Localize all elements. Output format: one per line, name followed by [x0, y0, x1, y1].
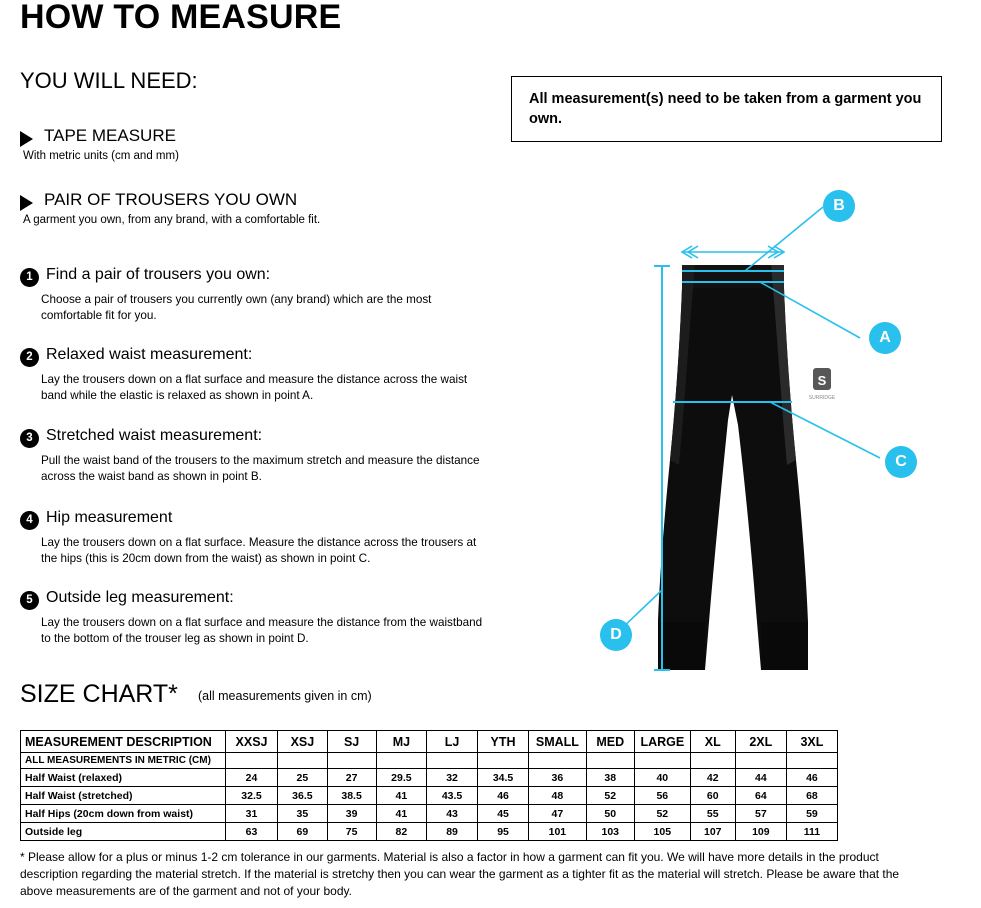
trouser-measurement-illustration [570, 170, 970, 680]
table-cell: 89 [427, 823, 478, 841]
table-cell: 35 [278, 805, 327, 823]
table-cell: 38.5 [327, 787, 376, 805]
callout-text: All measurement(s) need to be taken from a garment you own. [529, 91, 922, 127]
table-header-cell: MED [586, 731, 634, 753]
page-title: HOW TO MEASURE [20, 0, 342, 36]
spacer-cell [586, 753, 634, 769]
table-cell: 103 [586, 823, 634, 841]
trouser-diagram-svg [570, 170, 970, 680]
table-cell: 48 [529, 787, 586, 805]
table-header-cell: XXSJ [225, 731, 277, 753]
table-cell: 43 [427, 805, 478, 823]
step-number-badge: 2 [20, 348, 39, 367]
table-cell: 68 [786, 787, 837, 805]
spacer-cell [477, 753, 528, 769]
spacer-cell [225, 753, 277, 769]
metric-note-cell: ALL MEASUREMENTS IN METRIC (CM) [21, 753, 226, 769]
need-description: With metric units (cm and mm) [23, 150, 179, 162]
table-cell: 38 [586, 769, 634, 787]
brand-text: SURRIDGE [808, 395, 836, 401]
table-header-cell: MEASUREMENT DESCRIPTION [21, 731, 226, 753]
table-cell: 36 [529, 769, 586, 787]
spacer-cell [278, 753, 327, 769]
table-cell: 44 [735, 769, 786, 787]
row-label: Half Hips (20cm down from waist) [21, 805, 226, 823]
table-row-metric-note [21, 753, 838, 769]
table-cell: 24 [225, 769, 277, 787]
table-cell: 63 [225, 823, 277, 841]
table-cell: 42 [690, 769, 735, 787]
spacer-cell [634, 753, 690, 769]
table-cell: 101 [529, 823, 586, 841]
table-row [21, 787, 838, 805]
size-chart-table [20, 730, 838, 841]
table-cell: 36.5 [278, 787, 327, 805]
table-cell: 111 [786, 823, 837, 841]
table-body [21, 753, 838, 841]
size-chart-note: (all measurements given in cm) [198, 689, 372, 703]
table-cell: 41 [376, 805, 427, 823]
table-cell: 29.5 [376, 769, 427, 787]
table-cell: 32 [427, 769, 478, 787]
step-body: Lay the trousers down on a flat surface. Measure the distance across the trousers at the hips (this is 20cm down from the waist) as shown in point C. [41, 536, 477, 565]
step-number-badge: 4 [20, 511, 39, 530]
table-cell: 60 [690, 787, 735, 805]
table-cell: 69 [278, 823, 327, 841]
step-title: Hip measurement [46, 509, 173, 526]
table-header [21, 731, 838, 753]
need-description: A garment you own, from any brand, with a comfortable fit. [23, 214, 321, 226]
table-cell: 75 [327, 823, 376, 841]
table-cell: 109 [735, 823, 786, 841]
step-body: Pull the waist band of the trousers to the maximum stretch and measure the distance across the waist band as shown in point B. [41, 454, 480, 483]
you-will-need-heading: YOU WILL NEED: [20, 68, 198, 93]
step-number-badge: 3 [20, 429, 39, 448]
marker-bubble-b: B [823, 190, 855, 222]
table-cell: 46 [786, 769, 837, 787]
table-cell: 27 [327, 769, 376, 787]
table-cell: 25 [278, 769, 327, 787]
table-cell: 55 [690, 805, 735, 823]
table-cell: 82 [376, 823, 427, 841]
spacer-cell [735, 753, 786, 769]
row-label: Half Waist (relaxed) [21, 769, 226, 787]
table-header-cell: LARGE [634, 731, 690, 753]
step-title: Find a pair of trousers you own: [46, 266, 271, 283]
table-row [21, 823, 838, 841]
footnote-text: * Please allow for a plus or minus 1-2 cm tolerance in our garments. Material is also a factor in how a garment can fit you. We will have more details in the product description regarding the material stretch. If the material is stretchy then you can wear the garment as a tighter fit as the material will stretch. Please be aware that the above measurements are of the garment and not of your body. [20, 850, 900, 898]
size-chart-heading: SIZE CHART* [20, 680, 178, 708]
row-label: Outside leg [21, 823, 226, 841]
need-title: PAIR OF TROUSERS YOU OWN [44, 190, 298, 209]
table-cell: 105 [634, 823, 690, 841]
step-number-badge: 1 [20, 268, 39, 287]
table-row [21, 769, 838, 787]
marker-bubble-a: A [869, 322, 901, 354]
table-header-cell: 3XL [786, 731, 837, 753]
table-cell: 34.5 [477, 769, 528, 787]
table-header-cell: XL [690, 731, 735, 753]
table-cell: 32.5 [225, 787, 277, 805]
table-cell: 52 [634, 805, 690, 823]
step-title: Stretched waist measurement: [46, 427, 263, 444]
callout-box [511, 76, 942, 142]
step-title: Outside leg measurement: [46, 589, 234, 606]
table-cell: 56 [634, 787, 690, 805]
table-cell: 47 [529, 805, 586, 823]
table-cell: 50 [586, 805, 634, 823]
table-header-cell: MJ [376, 731, 427, 753]
spacer-cell [376, 753, 427, 769]
table-header-cell: YTH [477, 731, 528, 753]
triangle-bullet-icon [20, 131, 33, 147]
step-title: Relaxed waist measurement: [46, 346, 253, 363]
spacer-cell [327, 753, 376, 769]
spacer-cell [529, 753, 586, 769]
table-cell: 41 [376, 787, 427, 805]
table-cell: 43.5 [427, 787, 478, 805]
table-cell: 64 [735, 787, 786, 805]
table-cell: 95 [477, 823, 528, 841]
table-row [21, 805, 838, 823]
brand-logo [813, 368, 831, 390]
marker-bubble-d: D [600, 619, 632, 651]
table-cell: 31 [225, 805, 277, 823]
table-header-cell: SMALL [529, 731, 586, 753]
table-header-cell: 2XL [735, 731, 786, 753]
table-cell: 107 [690, 823, 735, 841]
step-body: Choose a pair of trousers you currently own (any brand) which are the most comfortable fit for you. [41, 293, 432, 322]
leader-line-b [745, 207, 823, 271]
table-cell: 46 [477, 787, 528, 805]
table-cell: 39 [327, 805, 376, 823]
step-body: Lay the trousers down on a flat surface and measure the distance across the waist band while the elastic is relaxed as shown in point A. [41, 373, 468, 402]
table-cell: 57 [735, 805, 786, 823]
row-label: Half Waist (stretched) [21, 787, 226, 805]
spacer-cell [427, 753, 478, 769]
table-header-cell: LJ [427, 731, 478, 753]
table-cell: 59 [786, 805, 837, 823]
svg-text:S: S [817, 373, 827, 388]
table-cell: 52 [586, 787, 634, 805]
table-cell: 40 [634, 769, 690, 787]
step-body: Lay the trousers down on a flat surface and measure the distance from the waistband to the bottom of the trouser leg as shown in point D. [41, 616, 483, 645]
table-header-cell: SJ [327, 731, 376, 753]
table-header-row [21, 731, 838, 753]
marker-bubble-c: C [885, 446, 917, 478]
spacer-cell [786, 753, 837, 769]
triangle-bullet-icon [20, 195, 33, 211]
spacer-cell [690, 753, 735, 769]
trouser-shape [658, 265, 808, 670]
table-header-cell: XSJ [278, 731, 327, 753]
need-title: TAPE MEASURE [44, 126, 176, 145]
table-cell: 45 [477, 805, 528, 823]
step-number-badge: 5 [20, 591, 39, 610]
